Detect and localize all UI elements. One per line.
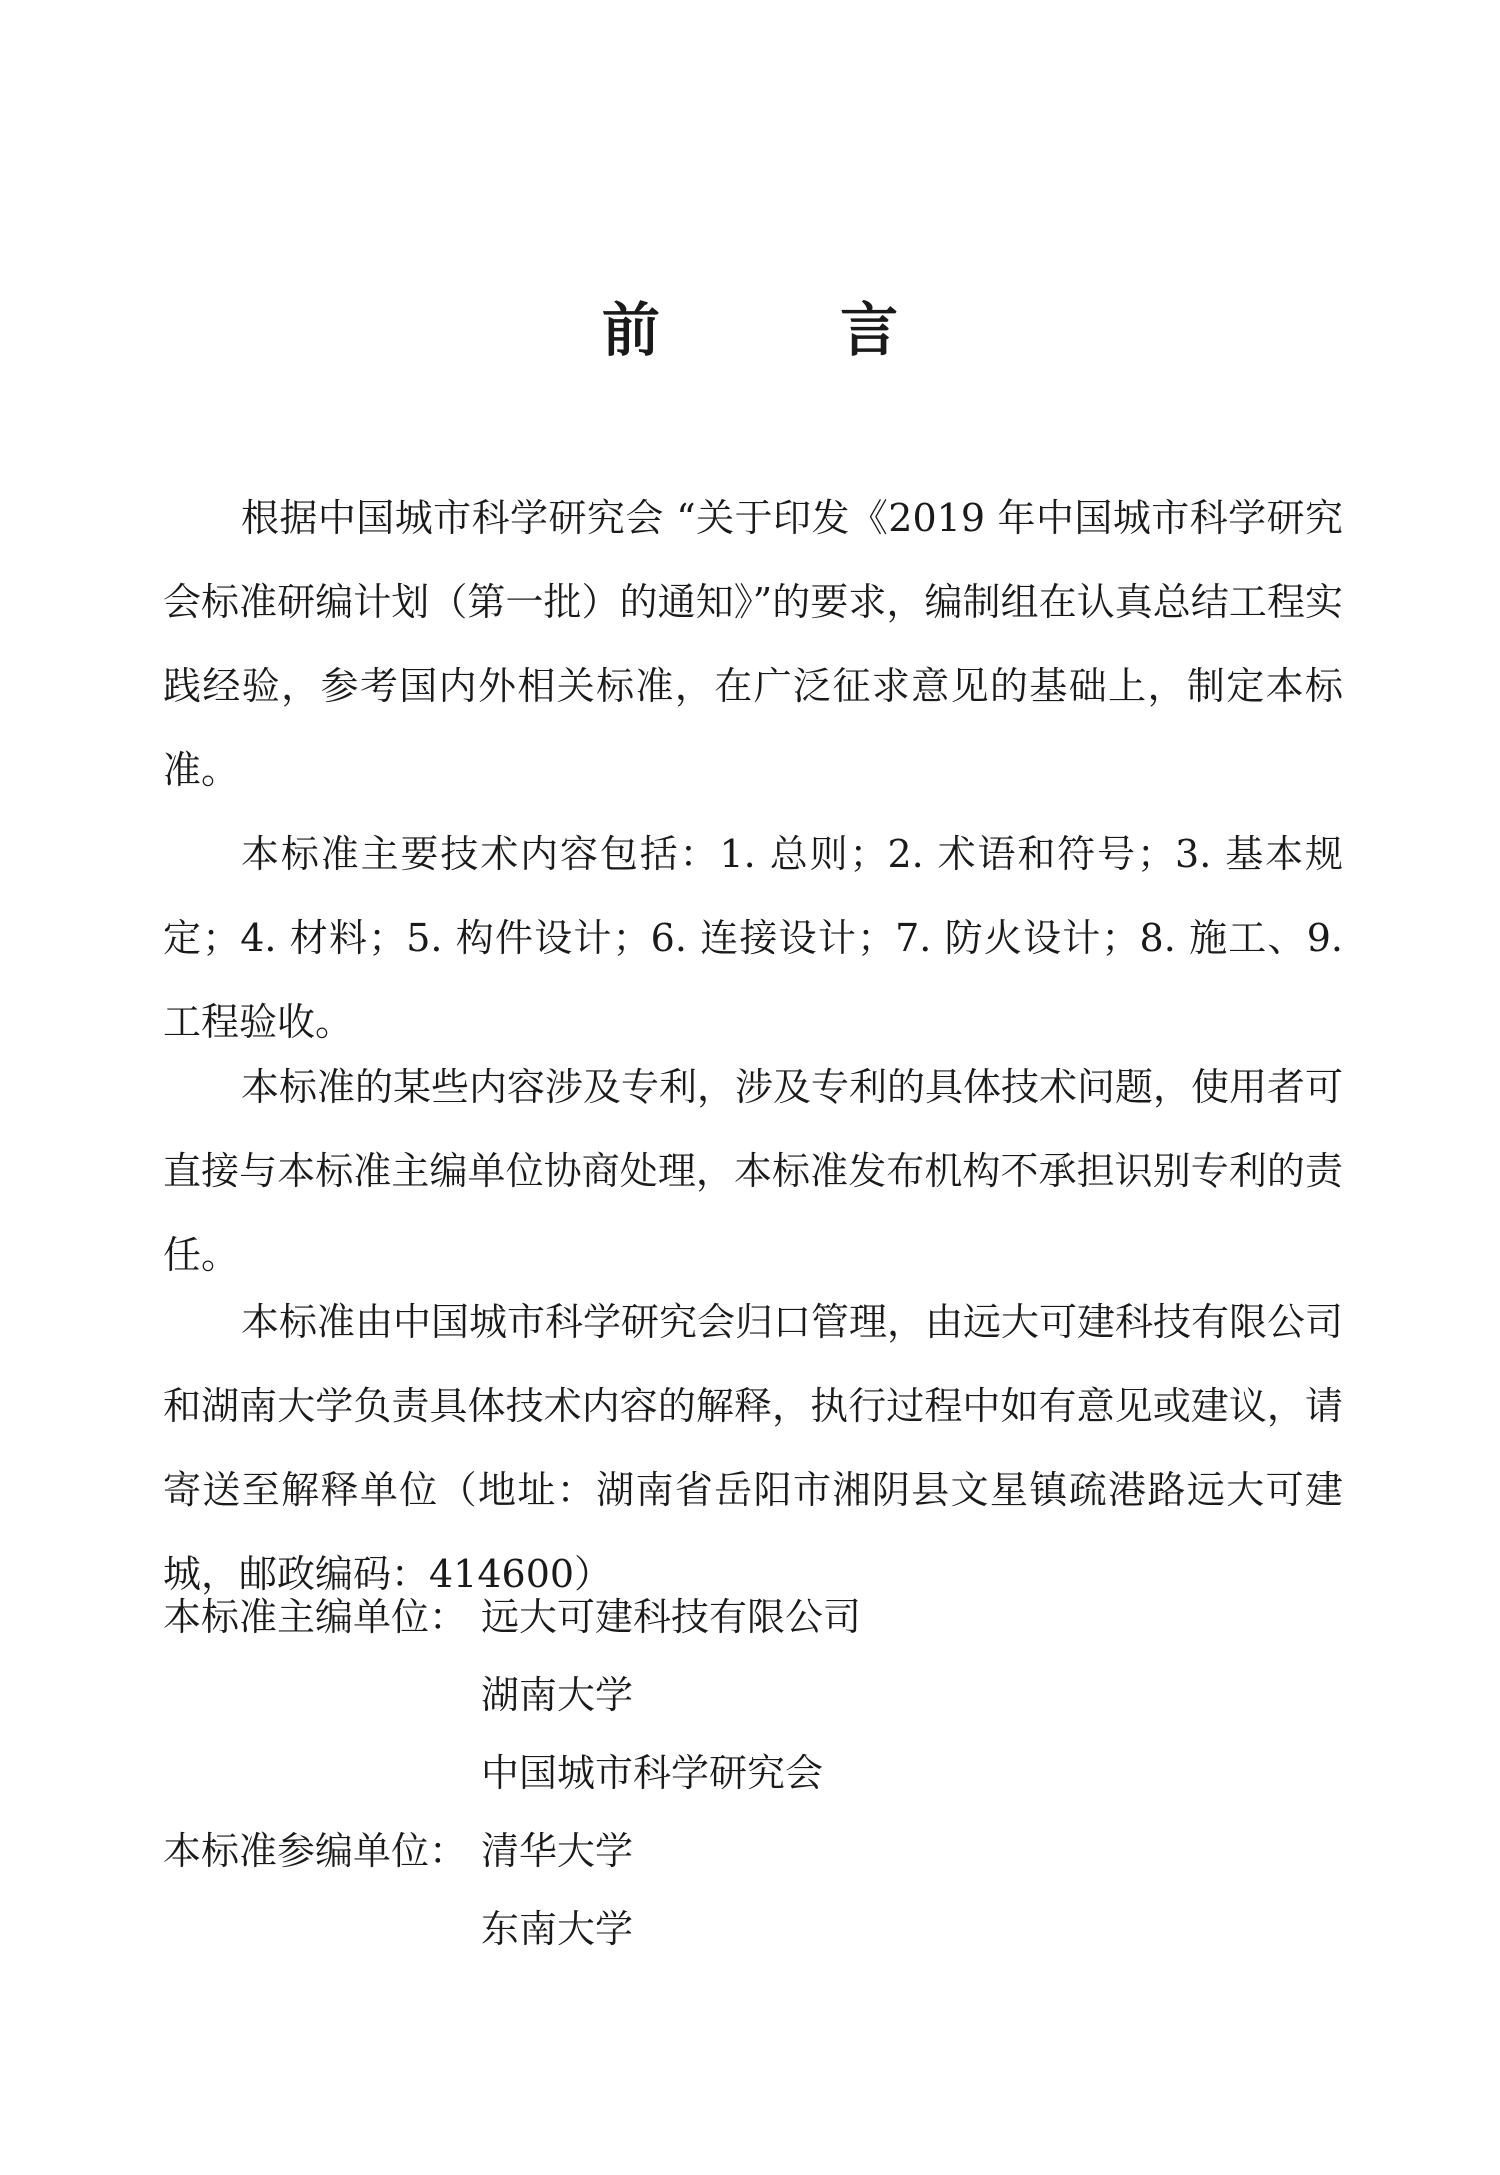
chief-editor-row bbox=[163, 1656, 1343, 1734]
chief-editor-row bbox=[163, 1578, 1343, 1656]
chief-editor-label: 本标准主编单位： bbox=[163, 1595, 468, 1639]
participating-editor-row bbox=[163, 1812, 1343, 1890]
participating-editor-row bbox=[163, 1890, 1343, 1968]
chief-editor-unit: 远大可建科技有限公司 bbox=[481, 1595, 862, 1639]
paragraph-management-interpretation: 本标准由中国城市科学研究会归口管理，由远大可建科技有限公司和湖南大学负责具体技术内容的解释，执行过程中如有意见或建议，请寄送至解释单位（地址：湖南省岳阳市湘阴县文星镇疏港路远大可建城，邮政编码：414600） bbox=[163, 1300, 1344, 1596]
participating-editor-label: 本标准参编单位： bbox=[163, 1829, 468, 1873]
participating-editor-unit: 东南大学 bbox=[481, 1907, 634, 1951]
paragraph-basis: 根据中国城市科学研究会 “关于印发《2019 年中国城市科学研究会标准研编计划（第一批）的通知》”的要求，编制组在认真总结工程实践经验，参考国内外相关标准，在广泛征求意见的基础上，制定本标准。 bbox=[163, 496, 1343, 792]
paragraph-patent-notice: 本标准的某些内容涉及专利，涉及专利的具体技术问题，使用者可直接与本标准主编单位协商处理，本标准发布机构不承担识别专利的责任。 bbox=[163, 1065, 1344, 1277]
participating-editor-unit: 清华大学 bbox=[481, 1829, 634, 1873]
chief-editor-row bbox=[163, 1734, 1343, 1812]
page-title: 前 言 bbox=[601, 296, 979, 364]
paragraph-technical-contents: 本标准主要技术内容包括：1. 总则；2. 术语和符号；3. 基本规定；4. 材料；5. 构件设计；6. 连接设计；7. 防火设计；8. 施工、9. 工程验收。 bbox=[163, 832, 1343, 1044]
chief-editor-unit: 中国城市科学研究会 bbox=[481, 1751, 824, 1795]
chief-editor-unit: 湖南大学 bbox=[481, 1673, 634, 1717]
editing-units-list bbox=[163, 1578, 1343, 1968]
